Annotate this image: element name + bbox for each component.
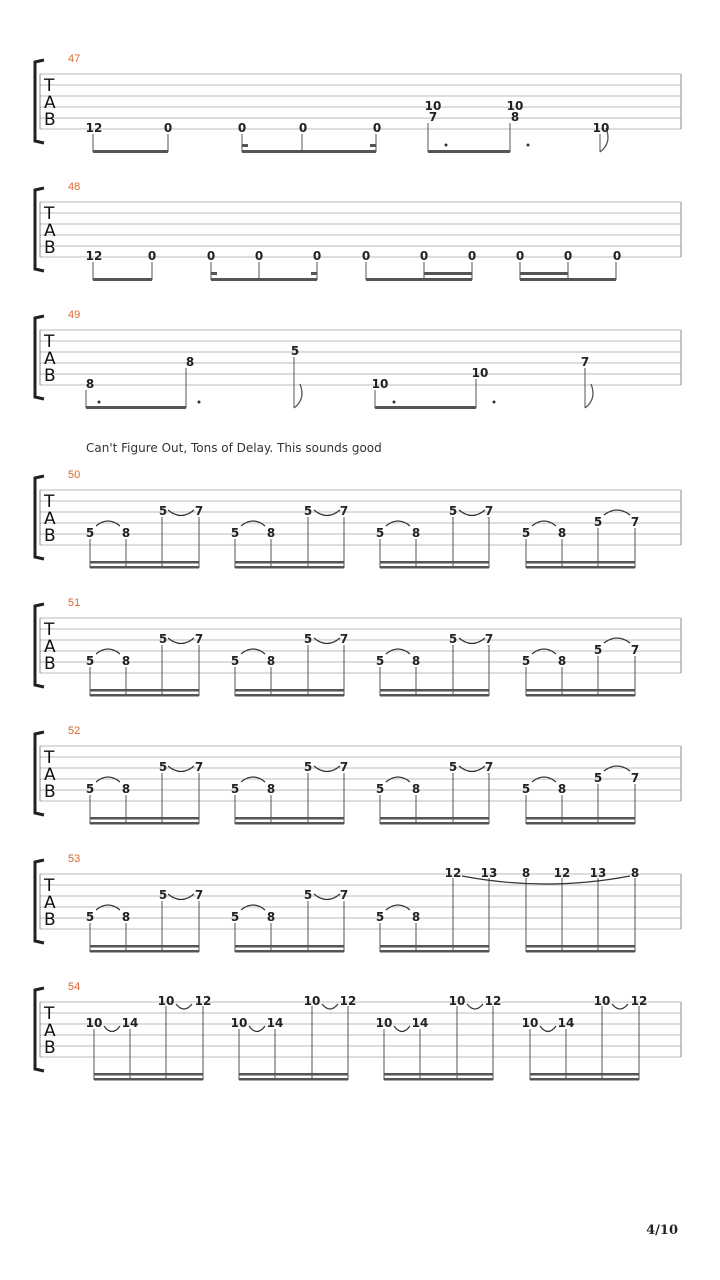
- bar-number: 54: [68, 981, 81, 993]
- tab-note: 8: [411, 654, 421, 668]
- tab-letter-a: A: [44, 1021, 56, 1041]
- tab-note: 5: [593, 771, 603, 785]
- tab-note: 5: [448, 504, 458, 518]
- tab-note: 5: [303, 504, 313, 518]
- tab-letter-b: B: [44, 238, 56, 258]
- tab-note: 14: [266, 1016, 284, 1030]
- tab-note: 7: [484, 632, 494, 646]
- tab-note: 8: [266, 782, 276, 796]
- tab-note: 0: [612, 249, 622, 263]
- tab-note: 8: [630, 866, 640, 880]
- tab-note: 7: [630, 643, 640, 657]
- beams: [86, 406, 476, 409]
- ties: [104, 1004, 628, 1032]
- tab-note: 0: [206, 249, 216, 263]
- tab-note: 10: [592, 121, 610, 135]
- staff-lines: [40, 202, 681, 257]
- tab-note: 8: [521, 866, 531, 880]
- tab-note: 12: [339, 994, 357, 1008]
- tab-note: 14: [557, 1016, 575, 1030]
- tab-note: 5: [85, 654, 95, 668]
- bar-number: 50: [68, 469, 81, 481]
- bar-number: 47: [68, 53, 81, 65]
- tab-note: 12: [553, 866, 571, 880]
- tab-note: 12: [444, 866, 462, 880]
- tab-note: 5: [230, 526, 240, 540]
- tab-letter-t: T: [44, 332, 55, 352]
- tab-note: 7: [194, 504, 204, 518]
- beams: [90, 689, 635, 697]
- beams: [93, 272, 616, 281]
- tab-note: 0: [515, 249, 525, 263]
- tab-note: 0: [467, 249, 477, 263]
- tab-letter-b: B: [44, 1038, 56, 1058]
- tab-note: 8: [557, 654, 567, 668]
- tab-note: 5: [158, 632, 168, 646]
- staff-47: [35, 53, 681, 153]
- tab-note: 7: [484, 760, 494, 774]
- beams: [90, 945, 635, 953]
- tab-note: 0: [361, 249, 371, 263]
- tab-note: 8: [121, 526, 131, 540]
- dot: [98, 401, 101, 404]
- tab-note: 5: [158, 504, 168, 518]
- tab-note: 12: [630, 994, 648, 1008]
- tab-note: 0: [163, 121, 173, 135]
- tab-note: 8: [266, 526, 276, 540]
- tab-note: 12: [85, 121, 103, 135]
- tab-note: 10: [506, 99, 524, 113]
- tab-letter-t: T: [44, 748, 55, 768]
- staff-48: [35, 181, 681, 281]
- tab-note: 7: [339, 888, 349, 902]
- staff-lines: [40, 74, 681, 129]
- tab-note: 7: [194, 632, 204, 646]
- tab-note: 7: [630, 515, 640, 529]
- tab-note: 5: [158, 760, 168, 774]
- tab-note: 5: [521, 782, 531, 796]
- dot: [493, 401, 496, 404]
- tab-note: 5: [230, 910, 240, 924]
- tab-note: 5: [375, 910, 385, 924]
- tab-letter-b: B: [44, 366, 56, 386]
- tab-note: 5: [448, 632, 458, 646]
- stems: [93, 262, 616, 280]
- tab-note: 8: [510, 110, 520, 124]
- tab-note: 7: [339, 760, 349, 774]
- tab-letter-t: T: [44, 620, 55, 640]
- tab-letter-t: T: [44, 492, 55, 512]
- bar-number: 52: [68, 725, 81, 737]
- staff-49: [35, 309, 681, 409]
- tab-note: 0: [254, 249, 264, 263]
- staff-lines: [40, 490, 681, 545]
- tab-note: 14: [121, 1016, 139, 1030]
- tab-letter-b: B: [44, 782, 56, 802]
- staff-lines: [40, 746, 681, 801]
- bar-number: 53: [68, 853, 81, 865]
- tab-note: 5: [158, 888, 168, 902]
- beams: [94, 1073, 639, 1081]
- tab-note: 8: [411, 526, 421, 540]
- dot: [198, 401, 201, 404]
- tab-note: 8: [121, 782, 131, 796]
- tab-note: 12: [484, 994, 502, 1008]
- tab-note: 0: [237, 121, 247, 135]
- tab-letter-a: A: [44, 893, 56, 913]
- bar-number: 48: [68, 181, 81, 193]
- tab-note: 0: [147, 249, 157, 263]
- tab-note: 14: [411, 1016, 429, 1030]
- tab-note: 10: [230, 1016, 248, 1030]
- tab-note: 5: [375, 654, 385, 668]
- tab-note: 5: [303, 888, 313, 902]
- eighth-flag: [585, 384, 593, 408]
- tab-note: 5: [85, 782, 95, 796]
- tab-letter-b: B: [44, 910, 56, 930]
- tab-note: 10: [521, 1016, 539, 1030]
- tab-note: 8: [185, 355, 195, 369]
- tab-note: 10: [85, 1016, 103, 1030]
- tab-note: 0: [312, 249, 322, 263]
- tab-note: 8: [121, 910, 131, 924]
- tab-note: 10: [375, 1016, 393, 1030]
- tab-letter-a: A: [44, 221, 56, 241]
- tab-letter-t: T: [44, 1004, 55, 1024]
- tab-letter-b: B: [44, 654, 56, 674]
- staff-50: [35, 469, 681, 569]
- tab-note: 5: [593, 515, 603, 529]
- tab-note: 5: [375, 526, 385, 540]
- bar-number: 49: [68, 309, 81, 321]
- tab-note: 8: [557, 526, 567, 540]
- tab-note: 7: [484, 504, 494, 518]
- tab-note: 8: [557, 782, 567, 796]
- tab-note: 5: [521, 526, 531, 540]
- tab-note: 10: [593, 994, 611, 1008]
- staff-53: [35, 853, 681, 953]
- tab-note: 10: [424, 99, 442, 113]
- beams: [90, 817, 635, 825]
- tab-note: 5: [375, 782, 385, 796]
- tab-note: 10: [471, 366, 489, 380]
- tab-letter-b: B: [44, 526, 56, 546]
- ties: [96, 876, 630, 910]
- tab-note: 5: [85, 526, 95, 540]
- tab-note: 5: [593, 643, 603, 657]
- stems: [86, 357, 585, 408]
- page-number: 4/10: [646, 1223, 678, 1238]
- tab-letter-a: A: [44, 509, 56, 529]
- tab-note: 5: [230, 782, 240, 796]
- tab-letter-a: A: [44, 93, 56, 113]
- tab-letter-t: T: [44, 876, 55, 896]
- tab-letter-t: T: [44, 204, 55, 224]
- tab-note: 7: [339, 632, 349, 646]
- tab-note: 13: [589, 866, 607, 880]
- tab-note: 8: [266, 910, 276, 924]
- tab-note: 5: [85, 910, 95, 924]
- tab-note: 8: [411, 910, 421, 924]
- staff-51: [35, 597, 681, 697]
- tab-note: 0: [372, 121, 382, 135]
- tab-note: 12: [85, 249, 103, 263]
- tab-note: 8: [266, 654, 276, 668]
- tab-letter-a: A: [44, 349, 56, 369]
- tab-letter-a: A: [44, 765, 56, 785]
- tab-note: 7: [339, 504, 349, 518]
- tab-note: 10: [371, 377, 389, 391]
- tab-note: 10: [157, 994, 175, 1008]
- annotation-text: Can't Figure Out, Tons of Delay. This sounds good: [86, 441, 382, 455]
- tab-note: 7: [580, 355, 590, 369]
- tab-note: 0: [563, 249, 573, 263]
- tab-note: 13: [480, 866, 498, 880]
- eighth-flag: [294, 384, 302, 408]
- tab-note: 8: [411, 782, 421, 796]
- tab-note: 10: [448, 994, 466, 1008]
- dot: [527, 144, 530, 147]
- tab-note: 7: [428, 110, 438, 124]
- tab-note: 10: [303, 994, 321, 1008]
- tab-note: 5: [521, 654, 531, 668]
- beams: [90, 561, 635, 569]
- tab-note: 7: [194, 760, 204, 774]
- dot: [393, 401, 396, 404]
- staff-lines: [40, 618, 681, 673]
- tab-note: 8: [85, 377, 95, 391]
- tab-note: 7: [630, 771, 640, 785]
- bar-number: 51: [68, 597, 81, 609]
- stems: [90, 878, 635, 952]
- tab-note: 0: [419, 249, 429, 263]
- tab-note: 5: [290, 344, 300, 358]
- tab-note: 5: [303, 632, 313, 646]
- tab-note: 5: [230, 654, 240, 668]
- tab-note: 8: [121, 654, 131, 668]
- tab-note: 7: [194, 888, 204, 902]
- staff-54: [35, 981, 681, 1081]
- tab-note: 5: [303, 760, 313, 774]
- tab-letter-a: A: [44, 637, 56, 657]
- tab-note: 0: [298, 121, 308, 135]
- tab-note: 5: [448, 760, 458, 774]
- tab-note: 12: [194, 994, 212, 1008]
- tab-letter-b: B: [44, 110, 56, 130]
- tab-letter-t: T: [44, 76, 55, 96]
- staff-52: [35, 725, 681, 825]
- dot: [445, 144, 448, 147]
